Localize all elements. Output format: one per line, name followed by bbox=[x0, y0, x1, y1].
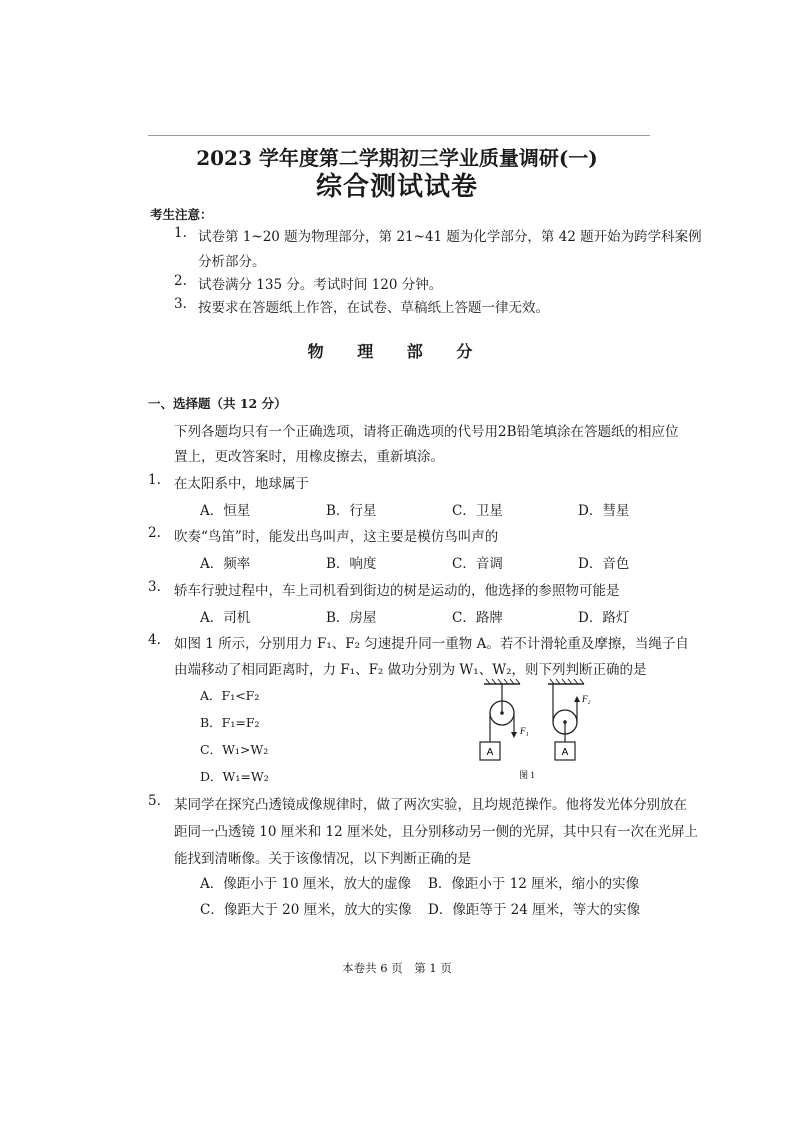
q5-stem-line1: 某同学在探究凸透镜成像规律时，做了两次实验，且均规范操作。他将发光体分别放在 bbox=[174, 797, 687, 813]
q2-option-a[interactable]: A．频率 bbox=[200, 556, 251, 572]
q3-num: 3. bbox=[148, 579, 161, 595]
f1-label: F₁ bbox=[520, 726, 529, 736]
q3-option-c[interactable]: C．路牌 bbox=[452, 610, 503, 626]
notice-item-2-num: 2. bbox=[174, 273, 187, 289]
q5-stem-line2: 距同一凸透镜 10 厘米和 12 厘米处，且分别移动另一侧的光屏，其中只有一次在光屏上 bbox=[174, 824, 699, 840]
notice-item-1-num: 1. bbox=[174, 225, 187, 241]
q2-option-d[interactable]: D．音色 bbox=[578, 556, 630, 572]
part-instructions-line2: 置上，更改答案时，用橡皮擦去，重新填涂。 bbox=[174, 449, 444, 465]
q2-num: 2. bbox=[148, 525, 161, 541]
q5-option-d[interactable]: D．像距等于 24 厘米，等大的实像 bbox=[428, 902, 641, 918]
q4-option-c[interactable]: C．W₁>W₂ bbox=[200, 742, 269, 757]
q4-stem-line2: 由端移动了相同距离时，力 F₁、F₂ 做功分别为 W₁、W₂，则下列判断正确的是 bbox=[174, 662, 647, 678]
f2-label: F₂ bbox=[582, 694, 591, 704]
f1-arrow-icon bbox=[511, 732, 517, 738]
q1-option-c[interactable]: C．卫星 bbox=[452, 503, 503, 519]
q2-option-c[interactable]: C．音调 bbox=[452, 556, 503, 572]
q3-stem: 轿车行驶过程中，车上司机看到街边的树是运动的，他选择的参照物可能是 bbox=[174, 583, 620, 599]
q1-option-a[interactable]: A．恒星 bbox=[200, 503, 251, 519]
section-title: 物 理 部 分 bbox=[307, 342, 487, 361]
right-weight-label: A bbox=[561, 747, 569, 758]
left-weight-label: A bbox=[486, 747, 494, 758]
exam-subtitle: 综合测试试卷 bbox=[315, 172, 478, 202]
q1-option-b[interactable]: B．行星 bbox=[326, 503, 377, 519]
header-rule bbox=[148, 135, 650, 136]
q4-option-a[interactable]: A．F₁<F₂ bbox=[200, 688, 260, 703]
right-ceiling bbox=[548, 679, 584, 684]
q1-stem: 在太阳系中，地球属于 bbox=[174, 476, 309, 492]
notice-item-1-line1: 试卷第 1~20 题为物理部分，第 21~41 题为化学部分，第 42 题开始为跨学科案例 bbox=[198, 229, 702, 245]
q3-option-b[interactable]: B．房屋 bbox=[326, 610, 377, 626]
notice-item-2-line1: 试卷满分 135 分。考试时间 120 分钟。 bbox=[198, 277, 443, 293]
page-footer: 本卷共 6 页 第 1 页 bbox=[342, 961, 452, 975]
q2-option-b[interactable]: B．响度 bbox=[326, 556, 377, 572]
q5-num: 5. bbox=[148, 793, 161, 809]
part-heading: 一、选择题（共 12 分） bbox=[148, 396, 287, 411]
notice-item-3-line1: 按要求在答题纸上作答，在试卷、草稿纸上答题一律无效。 bbox=[198, 300, 549, 316]
q5-stem-line3: 能找到清晰像。关于该像情况，以下判断正确的是 bbox=[174, 851, 471, 867]
fixed-pulley-axle bbox=[500, 711, 504, 715]
notice-item-1-line2: 分析部分。 bbox=[198, 254, 266, 270]
q4-num: 4. bbox=[148, 632, 161, 648]
q5-option-c[interactable]: C．像距大于 20 厘米，放大的实像 bbox=[200, 902, 412, 918]
q5-option-b[interactable]: B．像距小于 12 厘米，缩小的实像 bbox=[428, 876, 640, 892]
part-instructions-line1: 下列各题均只有一个正确选项，请将正确选项的代号用2B铅笔填涂在答题纸的相应位 bbox=[174, 424, 679, 440]
q4-option-d[interactable]: D．W₁=W₂ bbox=[200, 769, 269, 784]
f2-arrow-icon bbox=[574, 696, 580, 702]
q3-option-a[interactable]: A．司机 bbox=[200, 610, 251, 626]
q5-option-a[interactable]: A．像距小于 10 厘米，放大的虚像 bbox=[200, 876, 412, 892]
q4-option-b[interactable]: B．F₁=F₂ bbox=[200, 715, 260, 730]
q3-option-d[interactable]: D．路灯 bbox=[578, 610, 630, 626]
exam-title: 2023 学年度第二学期初三学业质量调研(一) bbox=[196, 146, 598, 170]
notice-item-3-num: 3. bbox=[174, 296, 187, 312]
figure-1-pulleys bbox=[470, 676, 600, 784]
figure-1-caption: 图 1 bbox=[519, 770, 535, 780]
left-ceiling bbox=[484, 679, 520, 684]
notice-heading: 考生注意： bbox=[150, 207, 213, 222]
q2-stem: 吹奏“鸟笛”时，能发出鸟叫声，这主要是模仿鸟叫声的 bbox=[174, 529, 499, 545]
q1-num: 1. bbox=[148, 472, 161, 488]
q4-stem-line1: 如图 1 所示，分别用力 F₁、F₂ 匀速提升同一重物 A。若不计滑轮重及摩擦，当绳子自 bbox=[174, 636, 689, 652]
q1-option-d[interactable]: D．彗星 bbox=[578, 503, 630, 519]
